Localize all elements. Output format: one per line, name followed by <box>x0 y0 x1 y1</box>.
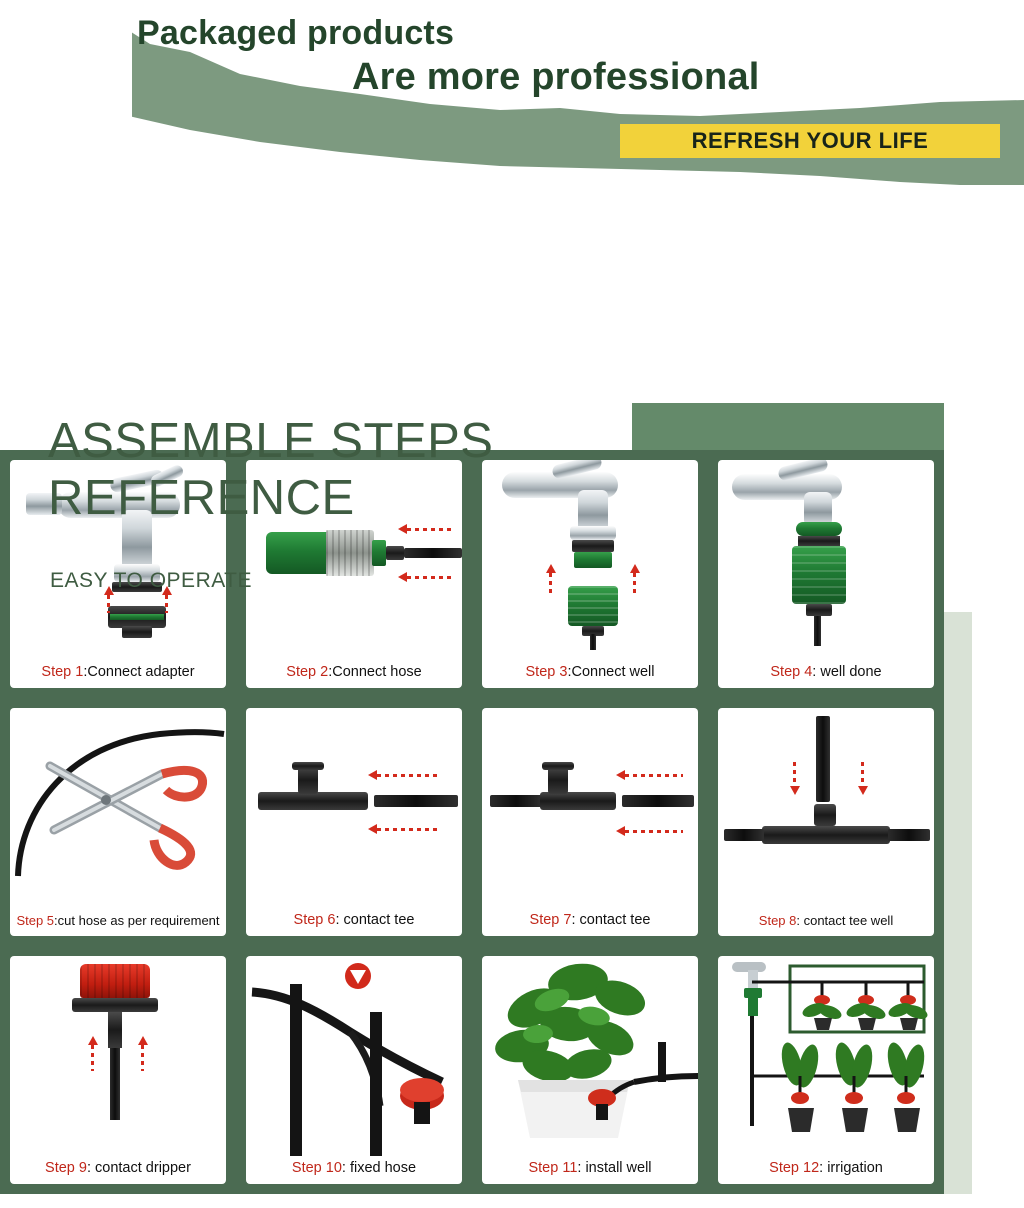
step-cell-7 <box>472 698 708 946</box>
step-card-3[interactable] <box>482 460 698 688</box>
step-number-1: Step 1 <box>41 664 84 680</box>
step-text-5: :cut hose as per requirement <box>54 913 220 928</box>
page-header <box>0 0 1024 185</box>
step-cell-8 <box>708 698 944 946</box>
step-cell-12 <box>708 946 944 1194</box>
refresh-your-life-badge <box>620 124 1000 158</box>
step-number-11: Step 11 <box>528 1160 578 1176</box>
step-card-7[interactable] <box>482 708 698 936</box>
step-caption-2 <box>246 664 462 680</box>
step-cell-9 <box>0 946 236 1194</box>
step-text-10: : fixed hose <box>341 1160 417 1176</box>
step-caption-9 <box>10 1160 226 1176</box>
illustration-irrigation-layout <box>718 956 934 1156</box>
step-number-8: Step 8 <box>758 913 797 928</box>
torn-paper-left-white <box>0 0 132 120</box>
step-number-12: Step 12 <box>769 1160 820 1176</box>
step-caption-8 <box>718 913 934 928</box>
step-caption-7 <box>482 912 698 928</box>
step-caption-12 <box>718 1160 934 1176</box>
step-number-7: Step 7 <box>529 912 572 928</box>
step-text-1: :Connect adapter <box>83 664 195 680</box>
step-caption-11 <box>482 1160 698 1176</box>
irrigation-layout-svg <box>718 956 934 1156</box>
step-number-10: Step 10 <box>291 1160 342 1176</box>
step-card-9[interactable] <box>10 956 226 1184</box>
page-subtitle: EASY TO OPERATE <box>50 569 253 592</box>
step-caption-5 <box>10 913 226 928</box>
step-cell-4 <box>708 450 944 698</box>
page-title <box>48 413 493 527</box>
step-number-9: Step 9 <box>45 1160 87 1176</box>
steps-grid <box>0 450 944 1194</box>
step-card-8[interactable] <box>718 708 934 936</box>
step-cell-10 <box>236 946 472 1194</box>
potted-plant-svg <box>482 956 698 1146</box>
step-caption-3 <box>482 664 698 680</box>
page-title-line1: ASSEMBLE STEPS <box>48 414 494 468</box>
step-cell-11 <box>472 946 708 1194</box>
illustration-tee-two-side <box>482 708 698 890</box>
title-section <box>0 185 1024 592</box>
header-title-line1: Packaged products <box>137 14 455 52</box>
step-text-4: : well done <box>812 664 882 680</box>
steps-panel-right-accent <box>944 612 972 1194</box>
step-card-4[interactable] <box>718 460 934 688</box>
illustration-dripper <box>10 956 226 1138</box>
step-text-8: : contact tee well <box>796 913 894 928</box>
header-title-line2: Are more professional <box>352 56 760 98</box>
step-cell-5 <box>0 698 236 946</box>
step-cell-3 <box>472 450 708 698</box>
step-caption-1 <box>10 664 226 680</box>
step-caption-10 <box>246 1160 462 1176</box>
step-text-3: :Connect well <box>567 664 655 680</box>
step-number-5: Step 5 <box>16 913 55 928</box>
illustration-fixed-hose-clip <box>246 956 462 1138</box>
illustration-faucet-connected <box>718 460 934 642</box>
step-number-2: Step 2 <box>286 664 329 680</box>
step-caption-4 <box>718 664 934 680</box>
page-title-line2: REFERENCE <box>48 471 355 525</box>
step-text-11: : install well <box>577 1160 652 1176</box>
step-card-11[interactable] <box>482 956 698 1184</box>
step-text-9: : contact dripper <box>86 1160 191 1176</box>
step-cell-6 <box>236 698 472 946</box>
step-card-12[interactable] <box>718 956 934 1184</box>
scissors-hose-svg <box>10 708 226 890</box>
step-card-5[interactable] <box>10 708 226 936</box>
step-number-4: Step 4 <box>770 664 813 680</box>
step-caption-6 <box>246 912 462 928</box>
fixed-hose-svg <box>246 956 462 1156</box>
step-card-10[interactable] <box>246 956 462 1184</box>
step-text-7: : contact tee <box>571 912 651 928</box>
illustration-scissors-hose <box>10 708 226 890</box>
step-card-6[interactable] <box>246 708 462 936</box>
step-text-2: :Connect hose <box>328 664 422 680</box>
step-text-12: : irrigation <box>819 1160 883 1176</box>
illustration-faucet-connector-align <box>482 460 698 642</box>
illustration-tee-vertical <box>718 708 934 890</box>
step-number-3: Step 3 <box>525 664 568 680</box>
step-text-6: : contact tee <box>335 912 415 928</box>
illustration-tee-one-side <box>246 708 462 890</box>
badge-label: REFRESH YOUR LIFE <box>691 128 929 153</box>
step-number-6: Step 6 <box>293 912 336 928</box>
illustration-potted-plant <box>482 956 698 1138</box>
